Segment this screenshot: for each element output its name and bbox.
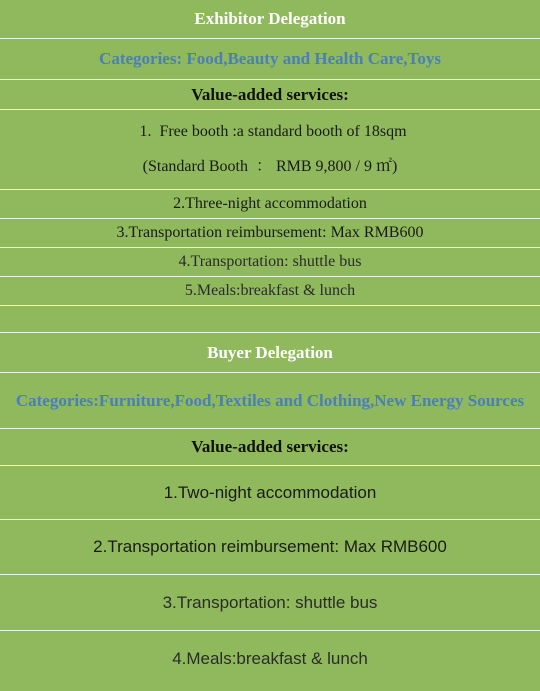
exhibitor-service-booth [0, 110, 540, 190]
exhibitor-service-item: 3.Transportation reimbursement: Max RMB600 [0, 219, 540, 248]
buyer-categories: Categories:Furniture,Food,Textiles and Clothing,New Energy Sources [0, 373, 540, 429]
buyer-title: Buyer Delegation [0, 333, 540, 373]
exhibitor-service-item: 5.Meals:breakfast & lunch [0, 277, 540, 306]
exhibitor-service-item: 2.Three-night accommodation [0, 190, 540, 219]
booth-line: 1. Free booth :a standard booth of 18sqm [139, 123, 407, 140]
exhibitor-title: Exhibitor Delegation [0, 0, 540, 39]
exhibitor-service-item: 4.Transportation: shuttle bus [0, 248, 540, 277]
booth-price-line: (Standard Booth ： RMB 9,800 / 9 ㎡) [142, 158, 398, 175]
buyer-service-item: 1.Two-night accommodation [0, 466, 540, 520]
exhibitor-categories: Categories: Food,Beauty and Health Care,Toys [0, 39, 540, 80]
buyer-services-title: Value-added services: [0, 429, 540, 466]
buyer-service-item: 3.Transportation: shuttle bus [0, 575, 540, 631]
buyer-service-item: 4.Meals:breakfast & lunch [172, 649, 368, 668]
buyer-service-item: 2.Transportation reimbursement: Max RMB600 [0, 520, 540, 575]
exhibitor-services-title: Value-added services: [0, 80, 540, 110]
spacer-row [0, 306, 540, 333]
